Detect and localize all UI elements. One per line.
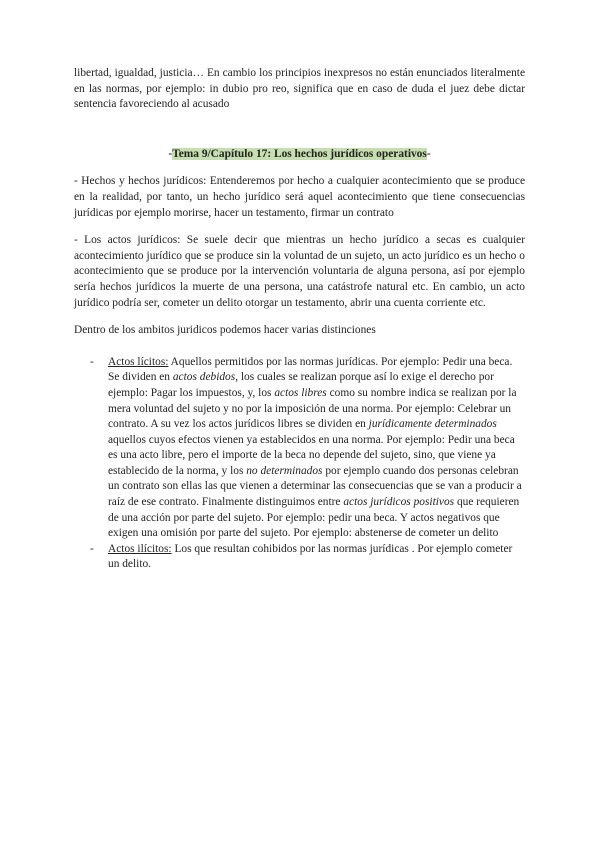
item1-italic-5: actos jurídicos positivos — [343, 496, 455, 509]
item1-text-5: por ejemplo cuando dos personas celebran un contrato son ellas las que vienen a determinar las consecuencias que se van a producir a raíz de ese contrato. Finalmente distinguimos entre — [108, 464, 522, 509]
paragraph-actos: - Los actos jurídicos: Se suele decir que mientras un hecho jurídico a secas es cualquier acontecimiento jurídico que se produce sin la voluntad de un sujeto, un acto jurídico es un hecho o acontecimiento que se produce por la intervención voluntaria de alguna persona, así por ejemplo sería hechos jurídicos la muerte de una persona, una catástrofe natural etc. En cambio, un acto jurídico podría ser, cometer un delito otorgar un testamento, abrir una cuenta corriente etc. — [74, 234, 525, 309]
heading-suffix: - — [426, 147, 431, 160]
item2-text-1: Los que resultan cohibidos por las normas jurídicas . Por ejemplo cometer un delito. — [108, 542, 513, 571]
distinctions-list — [74, 355, 525, 573]
heading-title: Tema 9/Capítulo 17: Los hechos jurídicos operativos — [172, 147, 427, 160]
item1-italic-4: no determinados — [246, 464, 323, 477]
lead-paragraph: Dentro de los ambitos juridicos podemos hacer varias distinciones — [74, 324, 376, 337]
item1-text-2: , los cuales se realizan porque así lo exige el derecho por ejemplo: Pagar los impuestos, y, los — [108, 371, 494, 399]
list-item-actos-licitos — [74, 355, 525, 542]
term-actos-licitos: Actos lícitos: — [108, 355, 169, 368]
heading-prefix: - — [168, 147, 173, 160]
item1-italic-2: actos libres — [274, 386, 327, 399]
item1-text-3: como su nombre indica se realizan por la mera voluntad del sujeto y no por la imposición de una norma. Por ejemplo: Celebrar un contrato. A su vez los actos jurídicos libres se dividen en — [108, 386, 517, 431]
intro-paragraph: libertad, igualdad, justicia… En cambio los principios inexpresos no están enunciados literalmente en las normas, por ejemplo: in dubio pro reo, significa que en caso de duda el juez debe dictar sentencia favoreciendo al acusado — [74, 67, 525, 111]
section-heading — [74, 147, 525, 163]
item1-text-4: aquellos cuyos efectos vienen ya establecidos en una norma. Por ejemplo: Pedir una beca es una acto libre, pero el importe de la beca no depende del sujeto, sino, que viene ya establecido de la norma, y los — [108, 433, 515, 477]
item1-italic-1: actos debidos — [172, 371, 236, 384]
item1-text-1: Aquellos permitidos por las normas jurídicas. Por ejemplo: Pedir una beca. Se dividen en — [108, 355, 513, 384]
paragraph-hechos: - Hechos y hechos jurídicos: Entenderemos por hecho a cualquier acontecimiento que se produce en la realidad, por tanto, un hecho jurídico será aquel acontecimiento que tiene consecuencias jurídicas por ejemplo morirse, hacer un testamento, firmar un contrato — [74, 175, 525, 219]
term-actos-ilicitos: Actos ilícitos: — [108, 542, 172, 555]
item1-italic-3: jurídicamente determinados — [368, 418, 497, 431]
item1-text-6: que requieren de una acción por parte del sujeto. Por ejemplo: pedir una beca. Y actos negativos que exigen una omisión por parte del sujeto. Por ejemplo: abstenerse de cometer un delito — [108, 496, 520, 540]
list-item-actos-ilicitos — [74, 542, 525, 573]
list-bullet: - — [90, 355, 94, 368]
list-bullet: - — [90, 542, 94, 555]
